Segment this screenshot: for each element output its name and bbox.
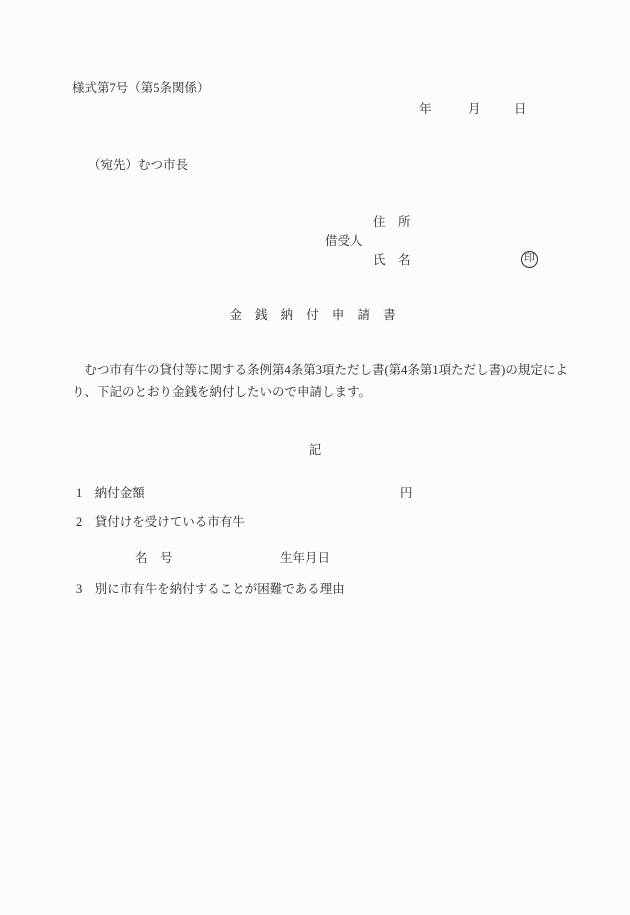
form-number: 様式第7号（第5条関係） (72, 81, 210, 95)
applicant-name-label: 氏 名 (373, 253, 411, 267)
item2-cattle-name-label: 名 号 (135, 551, 173, 565)
addressee-line: （宛先）むつ市長 (88, 158, 189, 172)
item1-yen-unit-label: 円 (400, 486, 413, 500)
applicant-address-label: 住 所 (373, 215, 411, 229)
date-day-label: 日 (514, 102, 527, 116)
item3-reason-label: 3 別に市有牛を納付することが困難である理由 (76, 582, 345, 596)
body-paragraph-line-1: むつ市有牛の貸付等に関する条例第4条第3項ただし書(第4条第1項ただし書)の規定によ (72, 363, 568, 377)
body-paragraph-line-2: り、下記のとおり金銭を納付したいので申請します。 (72, 385, 372, 399)
note-heading: 記 (308, 443, 322, 457)
date-month-label: 月 (468, 102, 481, 116)
applicant-borrower-label: 借受人 (325, 234, 363, 248)
document-title: 金 銭 納 付 申 請 書 (229, 308, 401, 322)
item2-cattle-label: 2 貸付けを受けている市有牛 (76, 515, 245, 529)
date-year-label: 年 (419, 102, 432, 116)
seal-icon: 印 (521, 251, 538, 268)
item2-birthdate-label: 生年月日 (280, 551, 331, 565)
item1-payment-amount-label: 1 納付金額 (76, 486, 145, 500)
